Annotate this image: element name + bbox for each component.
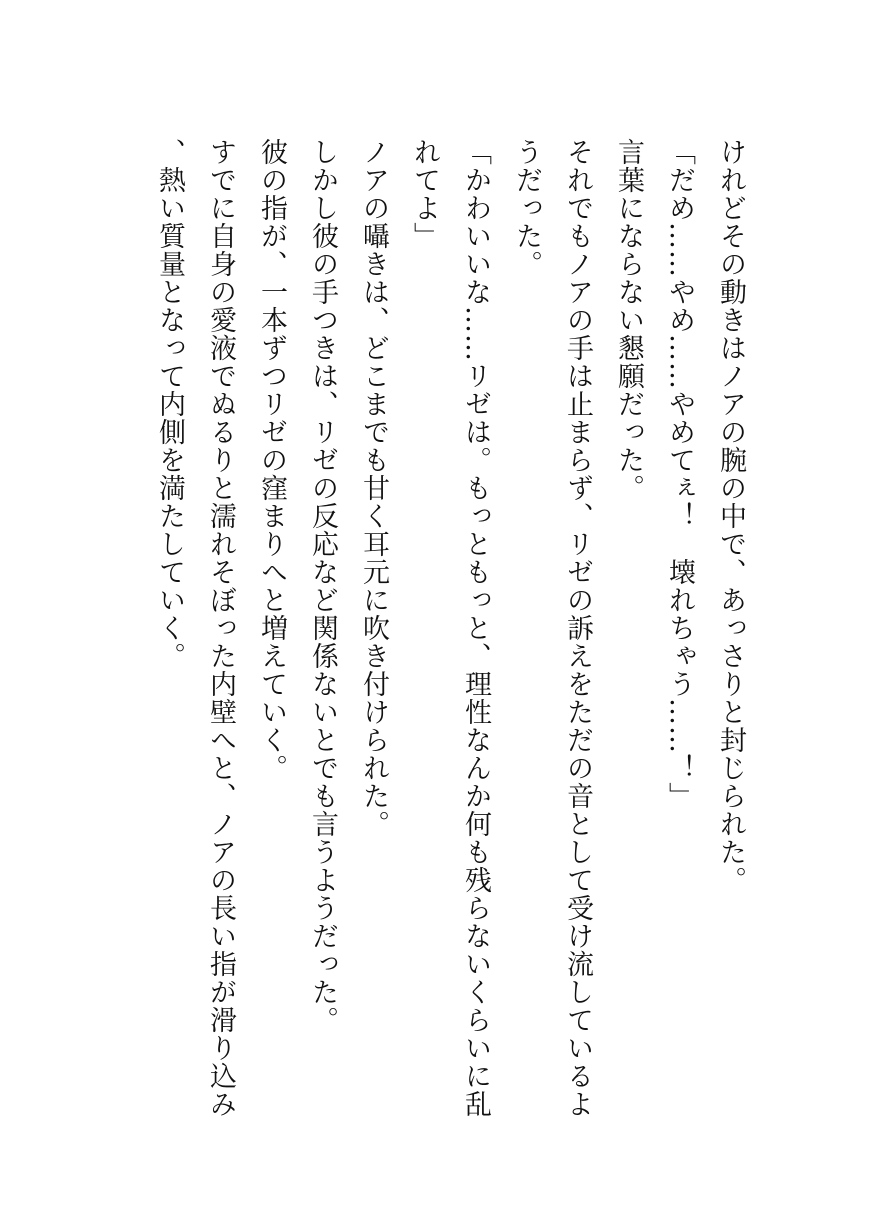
paragraph-5: 「かわいいな……リゼは。もっともっと、理性なんか何も残らないくらいに乱れてよ」: [409, 138, 491, 1118]
paragraph-1: けれどその動きはノアの腕の中で、あっさりと封じられた。: [715, 138, 746, 894]
paragraph-6: ノアの囁きは、どこまでも甘く耳元に吹き付けられた。: [358, 138, 389, 838]
paragraph-2: 「だめ……やめ……やめてぇ！ 壊れちゃう……！」: [664, 138, 695, 810]
paragraph-4: それでもノアの手は止まらず、リゼの訴えをただの音として受け流しているようだった。: [511, 138, 593, 1118]
paragraph-8: 彼の指が、一本ずつリゼの窪まりへと増えていく。: [256, 138, 287, 782]
paragraph-9: すでに自身の愛液でぬるりと濡れそぼった内壁へと、ノアの長い指が滑り込み、熱い質量となって内側を満たしていく。: [154, 138, 236, 1118]
paragraph-3: 言葉にならない懇願だった。: [613, 138, 644, 502]
paragraph-7: しかし彼の手つきは、リゼの反応など関係ないとでも言うようだった。: [307, 138, 338, 1034]
vertical-text-body: [144, 138, 756, 1118]
